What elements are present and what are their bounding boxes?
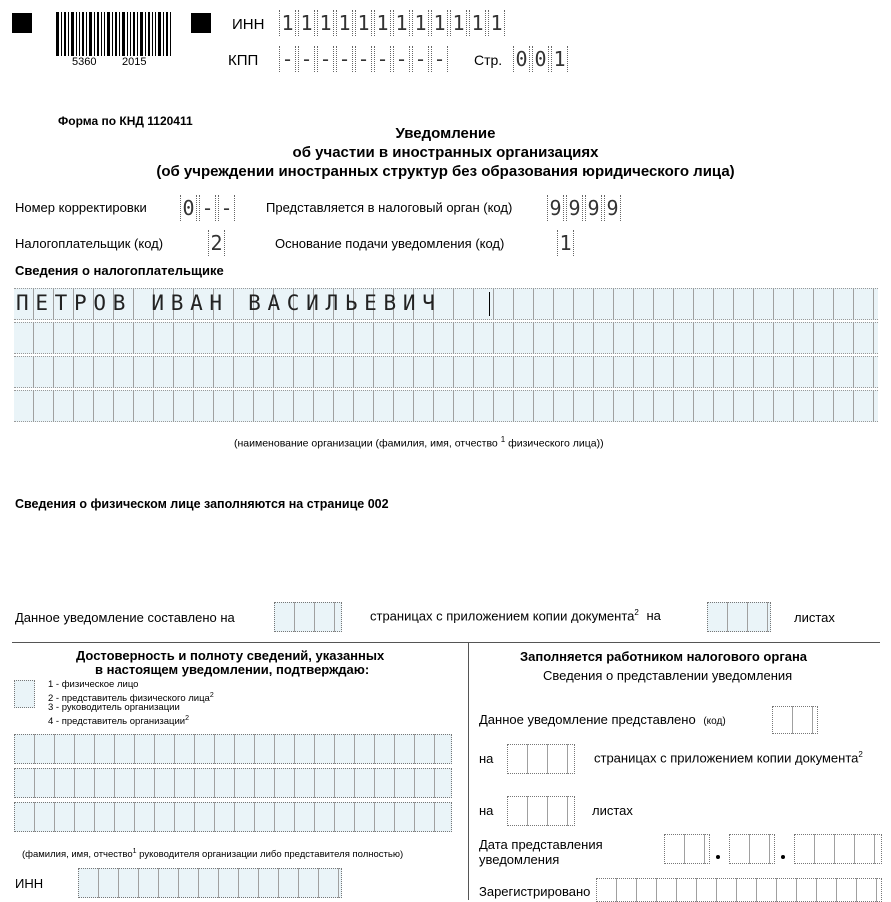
kpp-cell[interactable]: - bbox=[431, 46, 448, 72]
kpp-label: КПП bbox=[228, 52, 259, 69]
basis-cell[interactable]: 1 bbox=[557, 230, 574, 256]
pages-count-cells[interactable] bbox=[274, 602, 342, 632]
tax-org-cell[interactable]: 9 bbox=[566, 195, 583, 221]
pages-text-2-sup: 2 bbox=[634, 608, 639, 617]
page-cell[interactable]: 1 bbox=[551, 46, 568, 72]
name-row-4[interactable] bbox=[14, 390, 878, 422]
date-separator-2 bbox=[781, 855, 785, 859]
pages-text-4: листах bbox=[794, 610, 835, 625]
inn-cell[interactable]: 1 bbox=[488, 10, 505, 36]
signer-name-row-1[interactable] bbox=[14, 734, 452, 764]
name-caption bbox=[234, 434, 604, 450]
name-caption-text: (наименование организации (фамилия, имя, отчество bbox=[234, 437, 498, 450]
correction-cell[interactable]: - bbox=[218, 195, 235, 221]
name-caption-sup: 1 bbox=[500, 435, 506, 444]
confirm-option-2-sup: 2 bbox=[209, 692, 214, 699]
sheets-count-cells[interactable] bbox=[707, 602, 771, 632]
correction-cell[interactable]: 0 bbox=[180, 195, 197, 221]
presented-code-label: (код) bbox=[703, 716, 726, 727]
corner-marker-left bbox=[12, 13, 32, 33]
barcode bbox=[56, 12, 176, 56]
confirm-option-4-text: 4 - представитель организации bbox=[48, 716, 186, 728]
tax-org-cell[interactable]: 9 bbox=[585, 195, 602, 221]
kpp-cell[interactable]: - bbox=[279, 46, 296, 72]
confirm-code-cell[interactable] bbox=[14, 680, 35, 708]
inn-label: ИНН bbox=[232, 16, 265, 33]
taxpayer-code-label: Налогоплательщик (код) bbox=[15, 236, 164, 251]
column-divider bbox=[468, 642, 469, 900]
inn-cell[interactable]: 1 bbox=[355, 10, 372, 36]
official-sheets-text: листах bbox=[592, 803, 633, 818]
date-year-cells[interactable] bbox=[794, 834, 882, 864]
correction-cells[interactable] bbox=[180, 195, 237, 221]
pages-text-2-main: страницах с приложением копии документа bbox=[370, 608, 635, 624]
correction-cell[interactable]: - bbox=[199, 195, 216, 221]
confirm-option-4 bbox=[48, 713, 189, 727]
kpp-cell[interactable]: - bbox=[393, 46, 410, 72]
official-on-label: на bbox=[479, 751, 494, 766]
registered-cells[interactable] bbox=[596, 878, 882, 902]
inn-cells[interactable] bbox=[279, 10, 507, 36]
date-label-1: Дата представления bbox=[479, 837, 603, 852]
tax-org-label: Представляется в налоговый орган (код) bbox=[266, 200, 513, 215]
page-title-line2: об участии в иностранных организациях bbox=[292, 144, 599, 161]
official-pages-sup: 2 bbox=[858, 750, 863, 759]
taxpayer-code-cell[interactable]: 2 bbox=[208, 230, 225, 256]
tax-org-cells[interactable] bbox=[547, 195, 623, 221]
name-row-3[interactable] bbox=[14, 356, 878, 388]
pages-text-1: Данное уведомление составлено на bbox=[15, 610, 235, 625]
page-title: Уведомление bbox=[395, 125, 496, 142]
confirm-heading-2: в настоящем уведомлении, подтверждаю: bbox=[95, 662, 370, 677]
confirm-option-2-text: 2 - представитель физического лица bbox=[48, 693, 210, 705]
inn-cell[interactable]: 1 bbox=[431, 10, 448, 36]
taxpayer-code-cells[interactable] bbox=[208, 230, 227, 256]
kpp-cell[interactable]: - bbox=[355, 46, 372, 72]
inn-cell[interactable]: 1 bbox=[336, 10, 353, 36]
kpp-cell[interactable]: - bbox=[374, 46, 391, 72]
signer-inn-label: ИНН bbox=[15, 876, 44, 891]
official-pages-text bbox=[594, 750, 863, 765]
signer-inn-cells[interactable] bbox=[78, 868, 342, 898]
registered-label: Зарегистрировано bbox=[479, 884, 591, 899]
barcode-number-left: 5360 bbox=[72, 56, 97, 68]
official-sheets-cells[interactable] bbox=[507, 796, 575, 826]
page-cell[interactable]: 0 bbox=[513, 46, 530, 72]
inn-cell[interactable]: 1 bbox=[317, 10, 334, 36]
name-row-2[interactable] bbox=[14, 322, 878, 354]
official-on-label-2: на bbox=[479, 803, 494, 818]
signer-name-row-2[interactable] bbox=[14, 768, 452, 798]
tax-org-cell[interactable]: 9 bbox=[547, 195, 564, 221]
basis-label: Основание подачи уведомления (код) bbox=[275, 236, 505, 251]
inn-cell[interactable]: 1 bbox=[469, 10, 486, 36]
tax-org-cell[interactable]: 9 bbox=[604, 195, 621, 221]
corner-marker-right bbox=[191, 13, 211, 33]
kpp-cell[interactable]: - bbox=[317, 46, 334, 72]
official-subheading: Сведения о представлении уведомления bbox=[543, 668, 793, 683]
inn-cell[interactable]: 1 bbox=[279, 10, 296, 36]
kpp-cells[interactable] bbox=[279, 46, 450, 72]
signer-caption-sup: 1 bbox=[132, 848, 137, 855]
basis-cells[interactable] bbox=[557, 230, 576, 256]
date-label-2: уведомления bbox=[479, 852, 560, 867]
presented-label-text: Данное уведомление представлено bbox=[479, 712, 696, 727]
presented-code-cells[interactable] bbox=[772, 706, 818, 734]
date-day-cells[interactable] bbox=[664, 834, 710, 864]
inn-cell[interactable]: 1 bbox=[412, 10, 429, 36]
signer-caption-text: (фамилия, имя, отчество bbox=[22, 849, 133, 861]
kpp-cell[interactable]: - bbox=[336, 46, 353, 72]
name-caption-text-end: физического лица)) bbox=[508, 437, 604, 450]
inn-cell[interactable]: 1 bbox=[393, 10, 410, 36]
form-code: Форма по КНД 1120411 bbox=[58, 114, 193, 128]
page-label: Стр. bbox=[474, 52, 503, 68]
physical-person-note: Сведения о физическом лице заполняются на странице 002 bbox=[15, 497, 389, 511]
confirm-heading-1: Достоверность и полноту сведений, указанных bbox=[76, 648, 385, 663]
pages-text-2 bbox=[370, 608, 661, 623]
inn-cell[interactable]: 1 bbox=[298, 10, 315, 36]
official-pages-text-main: страницах с приложением копии документа bbox=[594, 750, 859, 766]
confirm-option-4-sup: 2 bbox=[185, 715, 190, 722]
inn-cell[interactable]: 1 bbox=[374, 10, 391, 36]
official-pages-cells[interactable] bbox=[507, 744, 575, 774]
barcode-number-right: 2015 bbox=[122, 56, 147, 68]
pages-text-3: на bbox=[646, 608, 661, 624]
inn-cell[interactable]: 1 bbox=[450, 10, 467, 36]
page-title-line3: (об учреждении иностранных структур без образования юридического лица) bbox=[156, 163, 735, 180]
page-cells[interactable] bbox=[513, 46, 570, 72]
kpp-cell[interactable]: - bbox=[412, 46, 429, 72]
date-month-cells[interactable] bbox=[729, 834, 775, 864]
presented-label bbox=[479, 712, 726, 727]
signer-name-row-3[interactable] bbox=[14, 802, 452, 832]
date-separator-1 bbox=[716, 855, 720, 859]
correction-label: Номер корректировки bbox=[15, 200, 147, 215]
taxpayer-section-label: Сведения о налогоплательщике bbox=[15, 263, 224, 278]
text-caret bbox=[489, 292, 490, 316]
signer-caption bbox=[22, 846, 403, 860]
taxpayer-name-value: ПЕТРОВ ИВАН ВАСИЛЬЕВИЧ bbox=[16, 291, 442, 315]
signer-caption-text-end: руководителя организации либо представителя полностью) bbox=[139, 849, 404, 861]
confirm-option-3: 3 - руководитель организации bbox=[48, 702, 180, 713]
page-cell[interactable]: 0 bbox=[532, 46, 549, 72]
kpp-cell[interactable]: - bbox=[298, 46, 315, 72]
section-divider bbox=[12, 642, 880, 643]
confirm-option-1: 1 - физическое лицо bbox=[48, 679, 139, 690]
official-heading: Заполняется работником налогового органа bbox=[520, 649, 808, 664]
